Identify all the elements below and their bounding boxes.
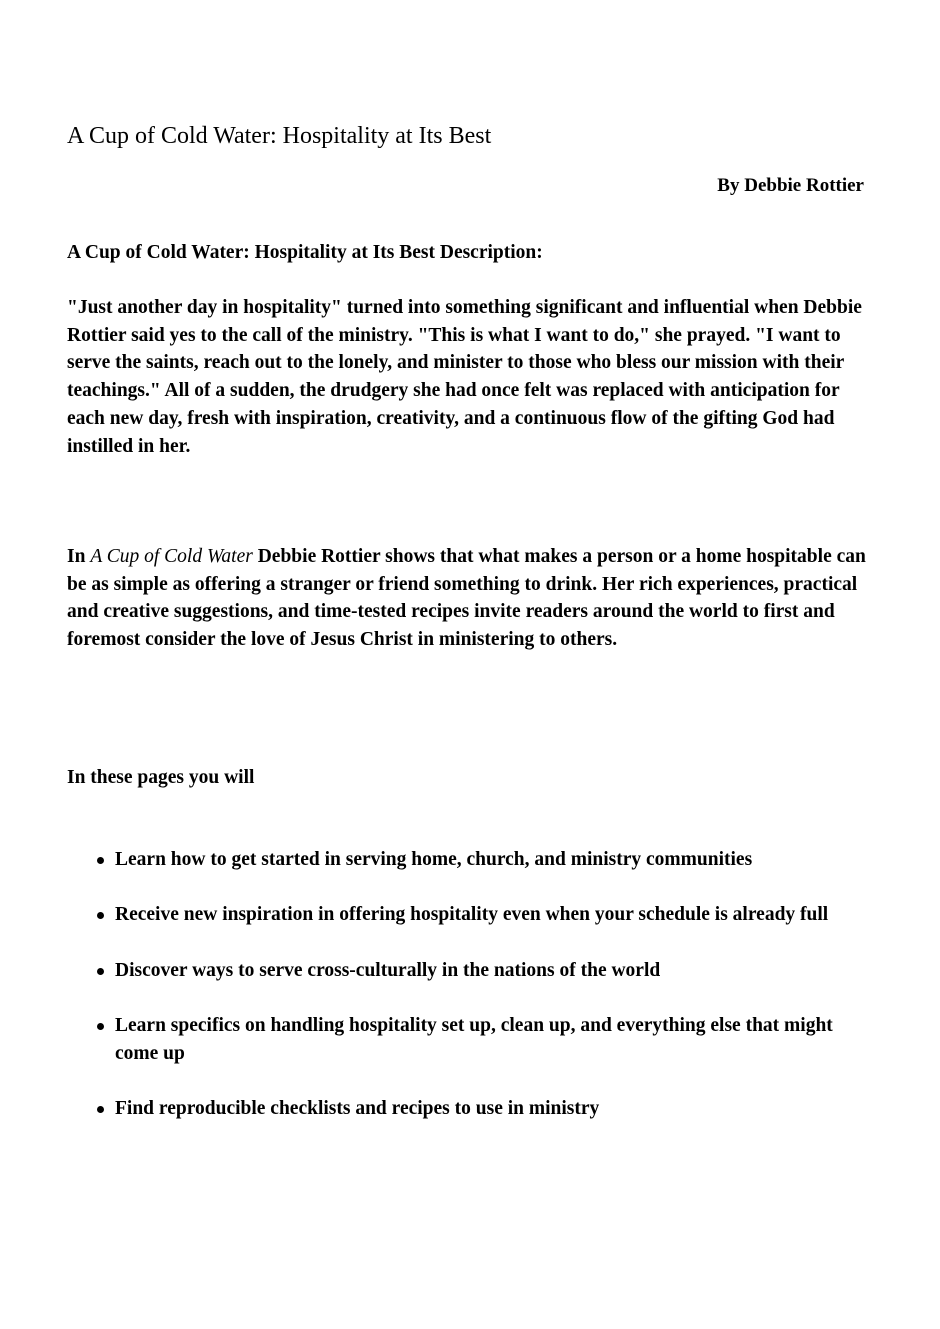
list-item	[67, 901, 877, 929]
list-item-text: Find reproducible checklists and recipes to use in ministry	[115, 1098, 600, 1120]
bullet-icon	[97, 968, 104, 975]
list-item-text: Learn specifics on handling hospitality set up, clean up, and everything else that might come up	[115, 1015, 833, 1064]
feature-list	[67, 846, 877, 1151]
document-title: A Cup of Cold Water: Hospitality at Its Best	[67, 123, 492, 149]
bullet-icon	[97, 857, 104, 864]
bullet-icon	[97, 1106, 104, 1113]
list-item-text: Discover ways to serve cross-culturally in the nations of the world	[115, 959, 661, 981]
bullet-icon	[97, 1023, 104, 1030]
paragraph-2-rest: Debbie Rottier shows that what makes a person or a home hospitable can be as simple as offering a stranger or friend something to drink. Her rich experiences, practical and creative suggestions, and time-tested recipes invite readers around the world to first and foremost consider the love of Jesus Christ in ministering to others.	[67, 546, 866, 651]
list-item	[67, 957, 877, 985]
description-paragraph-1: "Just another day in hospitality" turned into something significant and influential when Debbie Rottier said yes to the call of the ministry. "This is what I want to do," she prayed. "I want to serve the saints, reach out to the lonely, and minister to those who bless our mission with their teachings." All of a sudden, the drudgery she had once felt was replaced with anticipation for each new day, fresh with inspiration, creativity, and a continuous flow of the gifting God had instilled in her.	[67, 297, 862, 457]
paragraph-2-lead: In	[67, 546, 91, 567]
list-item	[67, 846, 877, 874]
list-item	[67, 1012, 877, 1067]
list-item-text: Learn how to get started in serving home, church, and ministry communities	[115, 849, 753, 870]
description-paragraph-2	[67, 543, 877, 654]
list-intro: In these pages you will	[67, 767, 255, 788]
list-item	[67, 1095, 877, 1123]
description-heading: A Cup of Cold Water: Hospitality at Its Best Description:	[67, 242, 543, 263]
book-title-italic: A Cup of Cold Water	[90, 546, 253, 567]
author-byline: By Debbie Rottier	[717, 175, 864, 196]
list-item-text: Receive new inspiration in offering hospitality even when your schedule is already full	[115, 904, 829, 926]
bullet-icon	[97, 912, 104, 919]
